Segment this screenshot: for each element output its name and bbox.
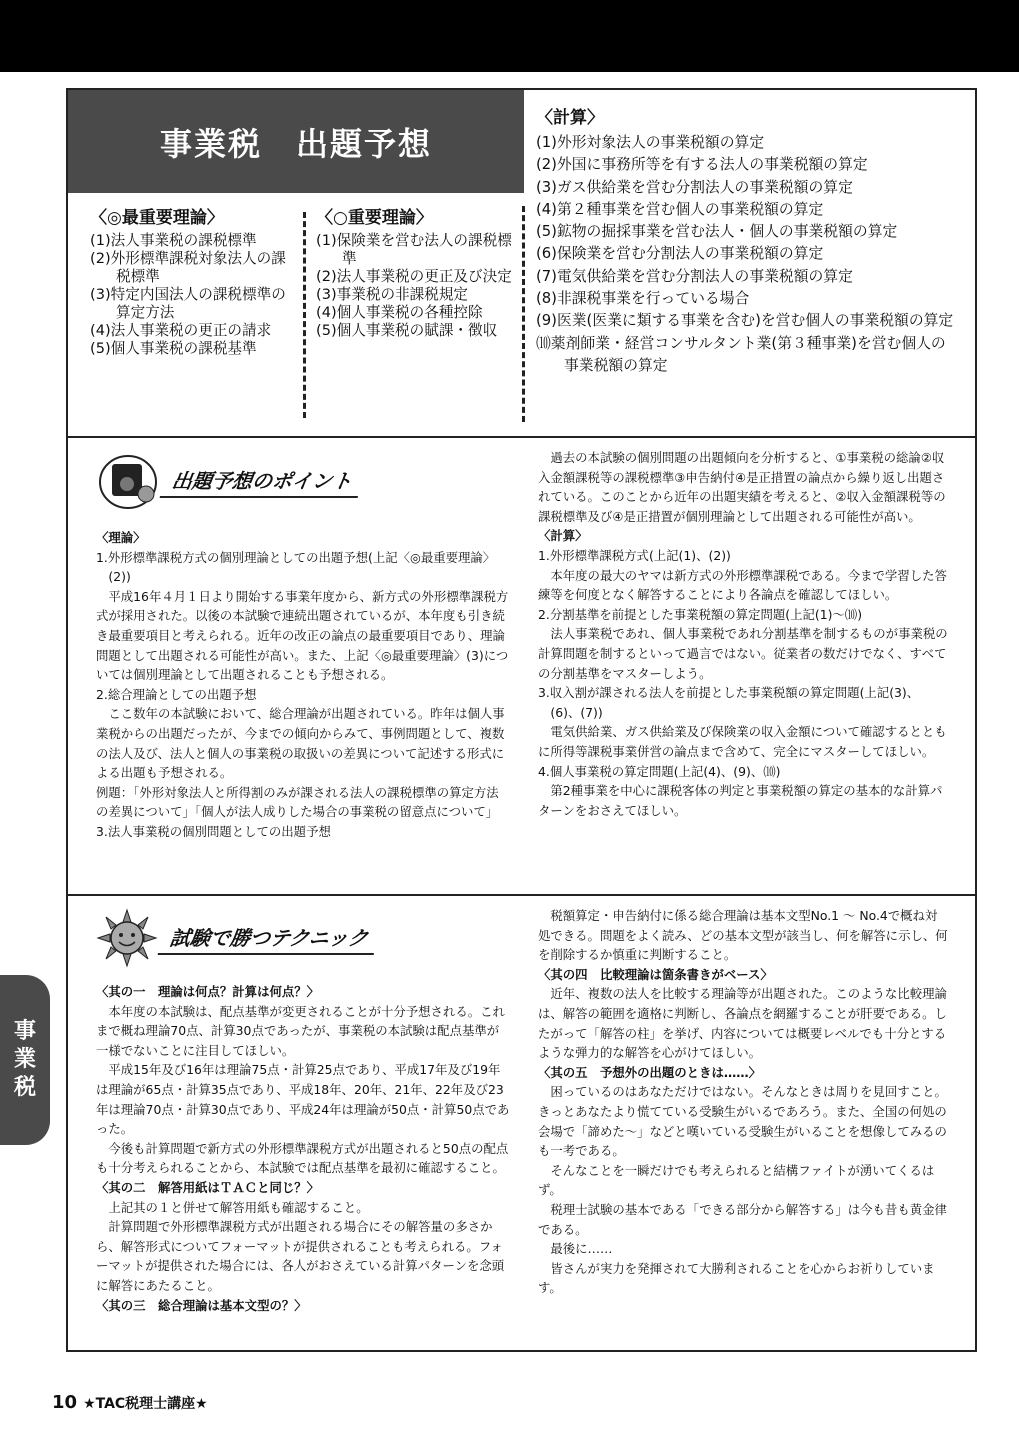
list-item: (8)非課税事業を行っている場合 xyxy=(536,290,750,308)
list-item: (1)法人事業税の課税標準 xyxy=(90,232,257,249)
section-divider xyxy=(68,894,975,896)
points-right-column xyxy=(538,448,948,820)
technique-right-column xyxy=(538,906,948,1298)
list-item: (4)第２種事業を営む個人の事業税額の算定 xyxy=(536,200,824,218)
side-tab-char: 事 xyxy=(13,1019,36,1044)
theory-item-2-body: ここ数年の本試験において、総合理論が出題されている。昨年は個人事業税からの出題だったが、今までの傾向からみて、事例問題として、複数の法人及び、法人と個人の事業税の取扱いの差異について記述する形式による出題も予想される。 xyxy=(96,706,505,781)
technique-banner-label: 試験で勝つテクニック xyxy=(158,922,379,955)
technique-2-p1: 上記其の１と併せて解答用紙も確認すること。 xyxy=(108,1199,369,1215)
dashed-divider xyxy=(303,212,306,418)
points-banner-label: 出題予想のポイント xyxy=(160,465,363,498)
list-item: (2)法人事業税の更正及び決定 xyxy=(316,268,512,285)
technique-3-p1: 税額算定・申告納付に係る総合理論は基本文型No.1 ～ No.4で概ね対処できる。問題をよく読み、どの基本文型が該当し、何を解答に示し、何を削除するか慎重に判断すること。 xyxy=(538,908,948,963)
list-item: (7)電気供給業を営む分割法人の事業税額の算定 xyxy=(536,267,853,285)
technique-5-heading: 〈其の五 予想外の出題のときは‥‥‥〉 xyxy=(538,1064,762,1080)
technique-2-heading: 〈其の二 解答用紙はＴＡＣと同じ？〉 xyxy=(96,1179,320,1195)
theory-item-1-body: 平成16年４月１日より開始する事業年度から、新方式の外形標準課税方式が採用された。以後の本試験で連続出題されているが、本年度も引き続き最重要項目と考えられる。近年の改正の論点の最重要項目であり、理論問題として出題される可能性が高い。また、上記〈◎最重要理論〉(3)については個別理論として出題されることも予想される。 xyxy=(96,588,509,683)
top-black-bar xyxy=(0,0,1019,72)
calc-section xyxy=(536,106,956,377)
list-item: (3)ガス供給業を営む分割法人の事業税額の算定 xyxy=(536,178,853,196)
footer-label: ★TAC税理士講座★ xyxy=(83,1396,208,1412)
page-number: 10 xyxy=(52,1392,78,1413)
calc-item-4-head: 4.個人事業税の算定問題(上記(4)、(9)、⑽) xyxy=(538,763,781,779)
technique-2-p2: 計算問題で外形標準課税方式が出題される場合にその解答量の多さから、解答形式についてフォーマットが提供されることも考えられる。フォーマットが提供された場合には、各人がおさえている計算パターンを念頭に解答にあたること。 xyxy=(96,1219,505,1293)
theory-item-3-body: 過去の本試験の個別問題の出題傾向を分析すると、①事業税の総論②収入金額課税等の課税標準③申告納付④是正措置の論点から繰り返し出題されている。このことから近年の出題実績を考えると、②収入金額課税等の課税標準及び④是正措置が個別理論として出題される可能性が高い。 xyxy=(538,450,946,524)
technique-4-p1: 近年、複数の法人を比較する理論等が出題された。このような比較理論は、解答の範囲を適格に判断し、各論点を網羅することが肝要である。したがって「解答の柱」を挙げ、内容については概要レベルでも十分とするような弾力的な解答を心がけてほしい。 xyxy=(538,986,947,1061)
side-tab-char: 税 xyxy=(13,1075,36,1100)
side-tab-char: 業 xyxy=(13,1047,36,1072)
list-item: (5)個人事業税の課税基準 xyxy=(90,340,257,357)
list-item: (4)法人事業税の更正の請求 xyxy=(90,322,272,339)
calc-list xyxy=(536,132,956,377)
list-item: (9)医業(医業に類する事業を含む)を営む個人の事業税額の算定 xyxy=(536,312,954,330)
technique-1-p1: 本年度の本試験は、配点基準が変更されることが十分予想される。これまで概ね理論70点、計算30点であったが、事業税の本試験は配点基準が一様でないことに注目してほしい。 xyxy=(96,1003,505,1058)
list-item: (2)外国に事務所等を有する法人の事業税額の算定 xyxy=(536,156,868,174)
list-item: ⑽薬剤師業・経営コンサルタント業(第３種事業)を営む個人の事業税額の算定 xyxy=(536,334,946,374)
list-item: (5)個人事業税の賦課・徴収 xyxy=(316,322,498,339)
most-important-heading: 〈◎最重要理論〉 xyxy=(90,208,224,228)
technique-1-p2: 平成15年及び16年は理論75点・計算25点であり、平成17年及び19年は理論が65点・計算35点であり、平成18年、20年、21年、22年及び23年は理論70点・計算30点であり、平成24年は理論が50点・計算50点であった。 xyxy=(96,1062,510,1137)
page-title: 事業税 出題予想 xyxy=(68,90,524,193)
most-important-list xyxy=(90,232,300,358)
theory-item-3-head: 3.法人事業税の個別問題としての出題予想 xyxy=(96,823,331,839)
technique-left-column xyxy=(96,982,510,1315)
calc-item-1-body: 本年度の最大のヤマは新方式の外形標準課税である。今まで学習した答練等を何度となく解答することにより各論点を確認してほしい。 xyxy=(538,567,947,603)
technique-3-heading: 〈其の三 総合理論は基本文型の？〉 xyxy=(96,1297,307,1313)
calc-item-3-body: 電気供給業、ガス供給業及び保険業の収入金額について確認するとともに所得等課税事業併営の論点まで含めて、完全にマスターしてほしい。 xyxy=(538,724,947,759)
calc-item-3-head: 3.収入割が課される法人を前提とした事業税額の算定問題(上記(3)、(6)、(7)) xyxy=(538,685,920,720)
dashed-divider xyxy=(522,206,525,422)
important-theory xyxy=(316,206,514,340)
calc-item-1-head: 1.外形標準課税方式(上記(1)、(2)) xyxy=(538,547,731,563)
technique-5-p4: 最後に‥‥‥ xyxy=(550,1241,613,1257)
technique-1-p3: 今後も計算問題で新方式の外形標準課税方式が出題されると50点の配点も十分考えられることから、本試験では配点基準を最初に確認すること。 xyxy=(96,1140,509,1176)
list-item: (3)事業税の非課税規定 xyxy=(316,286,469,303)
list-item: (2)外形標準課税対象法人の課税標準 xyxy=(90,250,286,285)
technique-5-p3: 税理士試験の基本である「できる部分から解答する」は今も昔も黄金律である。 xyxy=(538,1201,947,1237)
points-banner xyxy=(98,452,360,510)
theory-heading: 〈理論〉 xyxy=(96,530,146,545)
important-heading: 〈○重要理論〉 xyxy=(316,208,433,228)
speaker-icon xyxy=(98,452,162,510)
theory-item-1-head: 1.外形標準課税方式の個別理論としての出題予想(上記〈◎最重要理論〉(2)) xyxy=(96,549,496,585)
points-left-column xyxy=(96,528,510,842)
technique-4-heading: 〈其の四 比較理論は箇条書きがベース〉 xyxy=(538,966,773,982)
list-item: (4)個人事業税の各種控除 xyxy=(316,304,483,321)
chapter-side-tab xyxy=(0,975,50,1145)
sun-face-icon xyxy=(94,908,160,968)
page-footer xyxy=(52,1392,208,1413)
list-item: (5)鉱物の掘採事業を営む法人・個人の事業税額の算定 xyxy=(536,223,898,241)
technique-5-p1: 困っているのはあなただけではない。そんなときは周りを見回すこと。きっとあなたより慌てている受験生がいるであろう。また、全国の何処の会場で「諦めた～」などと嘆いている受験生がいることを想像してみるのも一考である。 xyxy=(538,1084,947,1159)
list-item: (3)特定内国法人の課税標準の算定方法 xyxy=(90,286,286,321)
most-important-theory xyxy=(90,206,300,358)
list-item: (6)保険業を営む分割法人の事業税額の算定 xyxy=(536,245,824,263)
theory-item-2-example: 例題：「外形対象法人と所得割のみが課される法人の課税標準の算定方法の差異について」「個人が法人成りした場合の事業税の留意点について」 xyxy=(96,784,499,820)
theory-item-2-head: 2.総合理論としての出題予想 xyxy=(96,686,257,702)
content-frame xyxy=(66,88,977,1352)
technique-5-p5: 皆さんが実力を発揮されて大勝利されることを心からお祈りしています。 xyxy=(538,1260,935,1296)
technique-5-p2: そんなことを一瞬だけでも考えられると結構ファイトが湧いてくるはず。 xyxy=(538,1162,935,1198)
section-divider xyxy=(68,436,975,438)
technique-banner xyxy=(94,908,376,968)
calc-item-4-body: 第2種事業を中心に課税客体の判定と事業税額の算定の基本的な計算パターンをおさえてほしい。 xyxy=(538,783,943,818)
calc-heading: 〈計算〉 xyxy=(536,108,604,128)
technique-1-heading: 〈其の一 理論は何点？計算は何点？〉 xyxy=(96,984,320,999)
important-list xyxy=(316,232,514,340)
calc-item-2-body: 法人事業税であれ、個人事業税であれ分割基準を制するものが事業税の計算問題を制するといって過言ではない。従業者の数だけでなく、すべての分割基準をマスターしよう。 xyxy=(538,626,948,681)
list-item: (1)保険業を営む法人の課税標準 xyxy=(316,232,512,267)
calc-item-2-head: 2.分割基準を前提とした事業税額の算定問題(上記(1)～⑽) xyxy=(538,606,863,622)
list-item: (1)外形対象法人の事業税額の算定 xyxy=(536,134,765,151)
calc-points-heading: 〈計算〉 xyxy=(538,528,588,544)
